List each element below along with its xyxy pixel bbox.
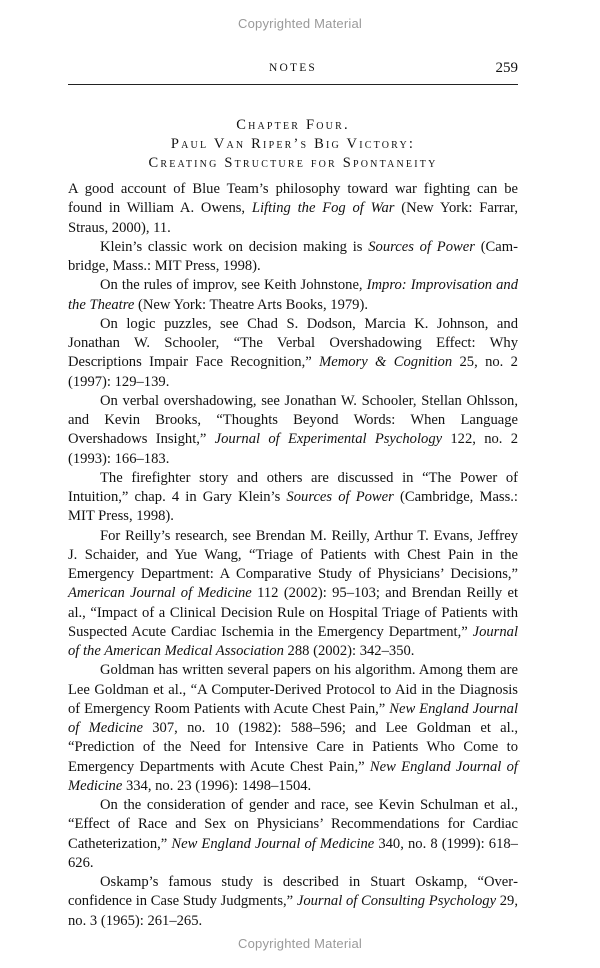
note-text: On the rules of improv, see Keith Johnstone, (100, 277, 367, 294)
note-text: 122, no. 2 (1993): 166–183. (68, 431, 518, 467)
note-text: For Reilly’s research, see Brendan M. Reilly, Arthur T. Evans, Jeffrey J. Schaider, and Yue Wang, “Triage of Patients with Chest Pain in the Emergency Department: A Comparative Study of Physicians’ Decisions,” (68, 527, 518, 582)
note-title-italic: Journal of Experimental Psychology (214, 431, 443, 448)
note-text: (New York: Farrar, Straus, 2000), 11. (68, 200, 518, 236)
note-paragraph (68, 661, 518, 796)
chapter-heading-line-3: Creating Structure for Spontaneity (148, 155, 438, 171)
note-paragraph (68, 315, 518, 392)
note-text: 307, no. 10 (1982): 588–596; and Lee Goldman et al., “Prediction of the Need for Intensive Care in Patients Who Come to Emergency Departments with Acute Chest Pain,” (68, 720, 518, 775)
note-title-italic: American Journal of Medicine (68, 585, 252, 602)
note-text: (Cambridge, Mass.: MIT Press, 1998). (68, 238, 518, 274)
note-paragraph (68, 796, 518, 873)
note-title-italic: Lifting the Fog of War (251, 200, 395, 217)
note-title-italic: New England Journal of Medicine (68, 758, 518, 794)
note-text: (Cambridge, Mass.: MIT Press, 1998). (68, 489, 518, 525)
note-text: A good account of Blue Team’s philosophy toward war fighting can be found in William A. Owens, (68, 181, 518, 217)
note-title-italic: Sources of Power (368, 238, 475, 255)
note-text: 25, no. 2 (1997): 129–139. (68, 354, 518, 390)
note-text: The firefighter story and others are discussed in “The Power of Intuition,” chap. 4 in Gary Klein’s (68, 469, 518, 505)
copyright-watermark-bottom: Copyrighted Material (238, 936, 362, 951)
note-paragraph (68, 238, 518, 277)
note-title-italic: Sources of Power (286, 489, 394, 505)
note-paragraph (68, 180, 518, 238)
running-head (68, 60, 518, 80)
note-text: Oskamp’s famous study is described in Stuart Oskamp, “Overconfidence in Case Study Judgments,” (68, 874, 518, 910)
note-text: (New York: Theatre Arts Books, 1979). (134, 296, 368, 313)
note-paragraph (68, 469, 518, 527)
note-text: Goldman has written several papers on his algorithm. Among them are Lee Goldman et al., “A Computer-Derived Protocol to Aid in the Diagnosis of Emergency Room Patients with Acute Chest Pain,” (68, 662, 518, 717)
note-paragraph (68, 527, 518, 662)
note-text: On the consideration of gender and race, see Kevin Schulman et al., “Effect of Race and Sex on Physicians’ Recommendations for Cardiac Catheterization,” (68, 797, 518, 852)
header-rule (68, 84, 518, 85)
copyright-watermark-top: Copyrighted Material (238, 16, 362, 31)
note-title-italic: Memory & Cognition (319, 354, 453, 371)
note-paragraph (68, 392, 518, 469)
note-title-italic: Journal of Consulting Psychology (296, 893, 497, 910)
note-title-italic: New England Journal of Medicine (68, 700, 518, 736)
note-title-italic: Impro: Improvisation and the Theatre (68, 277, 518, 313)
chapter-heading-line-2: Paul Van Riper’s Big Victory: (170, 136, 416, 152)
notes-body (68, 180, 518, 931)
note-text: 288 (2002): 342–350. (283, 643, 415, 659)
note-paragraph (68, 873, 518, 931)
running-head-title: NOTES (268, 62, 318, 74)
note-text: 112 (2002): 95–103; and Brendan Reilly et al., “Impact of a Clinical Decision Rule on Hospital Triage of Patients with Suspected Acute Cardiac Ischemia in the Emergency Department,” (68, 585, 518, 640)
note-text: 340, no. 8 (1999): 618–626. (68, 835, 518, 871)
note-text: 334, no. 23 (1996): 1498–1504. (122, 777, 312, 794)
note-text: On logic puzzles, see Chad S. Dodson, Marcia K. Johnson, and Jonathan W. Schooler, “The Verbal Overshadowing Effect: Why Descriptions Impair Face Recognition,” (68, 315, 518, 371)
chapter-heading-line-1: Chapter Four. (236, 117, 350, 133)
note-text: Klein’s classic work on decision making is (100, 238, 369, 255)
note-paragraph (68, 276, 518, 315)
note-title-italic: Journal of the American Medical Association (68, 623, 518, 659)
note-text: On verbal overshadowing, see Jonathan W. Schooler, Stellan Ohlsson, and Kevin Brooks, “Thoughts Beyond Words: When Language Overshadows Insight,” (68, 392, 518, 448)
note-text: 29, no. 3 (1965): 261–265. (68, 893, 518, 929)
note-title-italic: New England Journal of Medicine (171, 835, 375, 852)
page-number: 259 (495, 60, 518, 76)
chapter-heading (68, 116, 518, 173)
